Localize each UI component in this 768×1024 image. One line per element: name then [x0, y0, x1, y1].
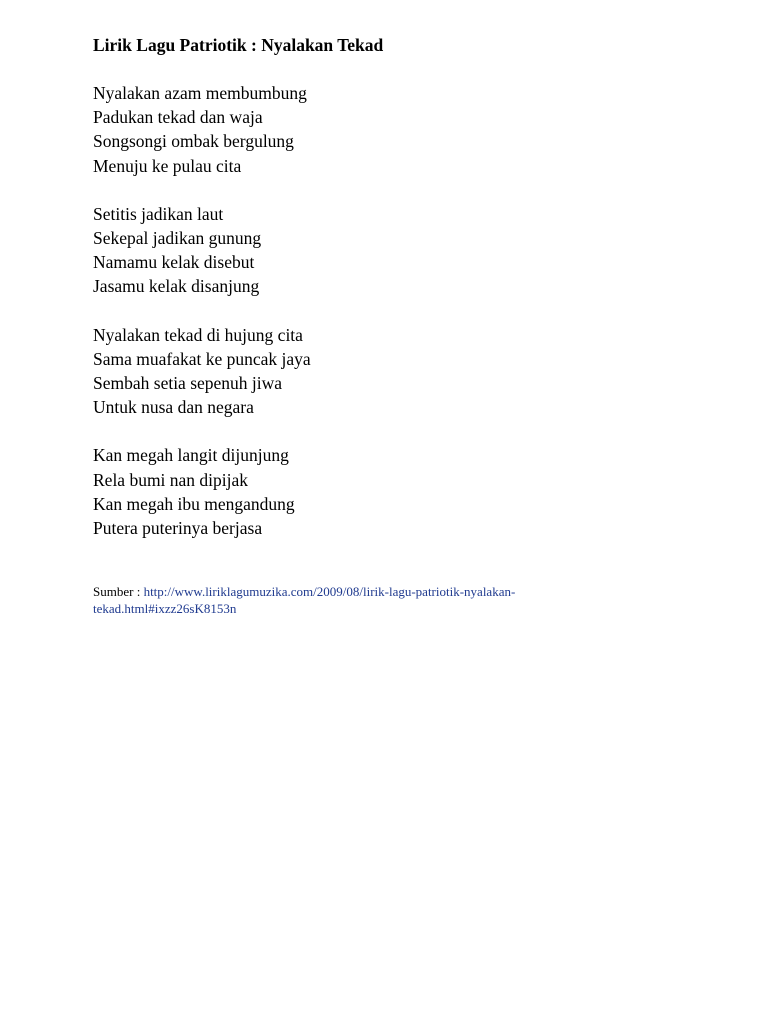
lyric-line: Menuju ke pulau cita: [93, 155, 242, 176]
lyric-line: Namamu kelak disebut: [93, 252, 255, 273]
lyric-line: Jasamu kelak disanjung: [93, 276, 260, 297]
lyric-line: Untuk nusa dan negara: [93, 397, 254, 418]
lyric-line: Sekepal jadikan gunung: [93, 228, 262, 249]
stanza-4: [93, 443, 693, 540]
stanza-1: [93, 81, 693, 178]
stanza-3: [93, 323, 693, 420]
lyric-line: Setitis jadikan laut: [93, 203, 224, 224]
lyric-line: Songsongi ombak bergulung: [93, 131, 294, 152]
lyric-line: Rela bumi nan dipijak: [93, 469, 249, 490]
source-citation: [93, 583, 563, 617]
lyric-line: Sama muafakat ke puncak jaya: [93, 348, 311, 369]
document-title: Lirik Lagu Patriotik : Nyalakan Tekad: [93, 35, 384, 55]
lyric-line: Nyalakan azam membumbung: [93, 83, 307, 103]
stanza-2: [93, 202, 693, 299]
document-page: [93, 33, 693, 617]
lyric-line: Kan megah ibu mengandung: [93, 493, 295, 514]
lyric-line: Kan megah langit dijunjung: [93, 445, 289, 466]
lyric-line: Putera puterinya berjasa: [93, 518, 263, 539]
lyric-line: Sembah setia sepenuh jiwa: [93, 373, 283, 394]
lyric-line: Padukan tekad dan waja: [93, 107, 263, 128]
source-link[interactable]: http://www.liriklagumuzika.com/2009/08/lirik-lagu-patriotik-nyalakan-tekad.html#ixzz26sK8153n: [93, 584, 516, 617]
source-label: Sumber :: [93, 584, 144, 600]
lyric-line: Nyalakan tekad di hujung cita: [93, 324, 303, 345]
